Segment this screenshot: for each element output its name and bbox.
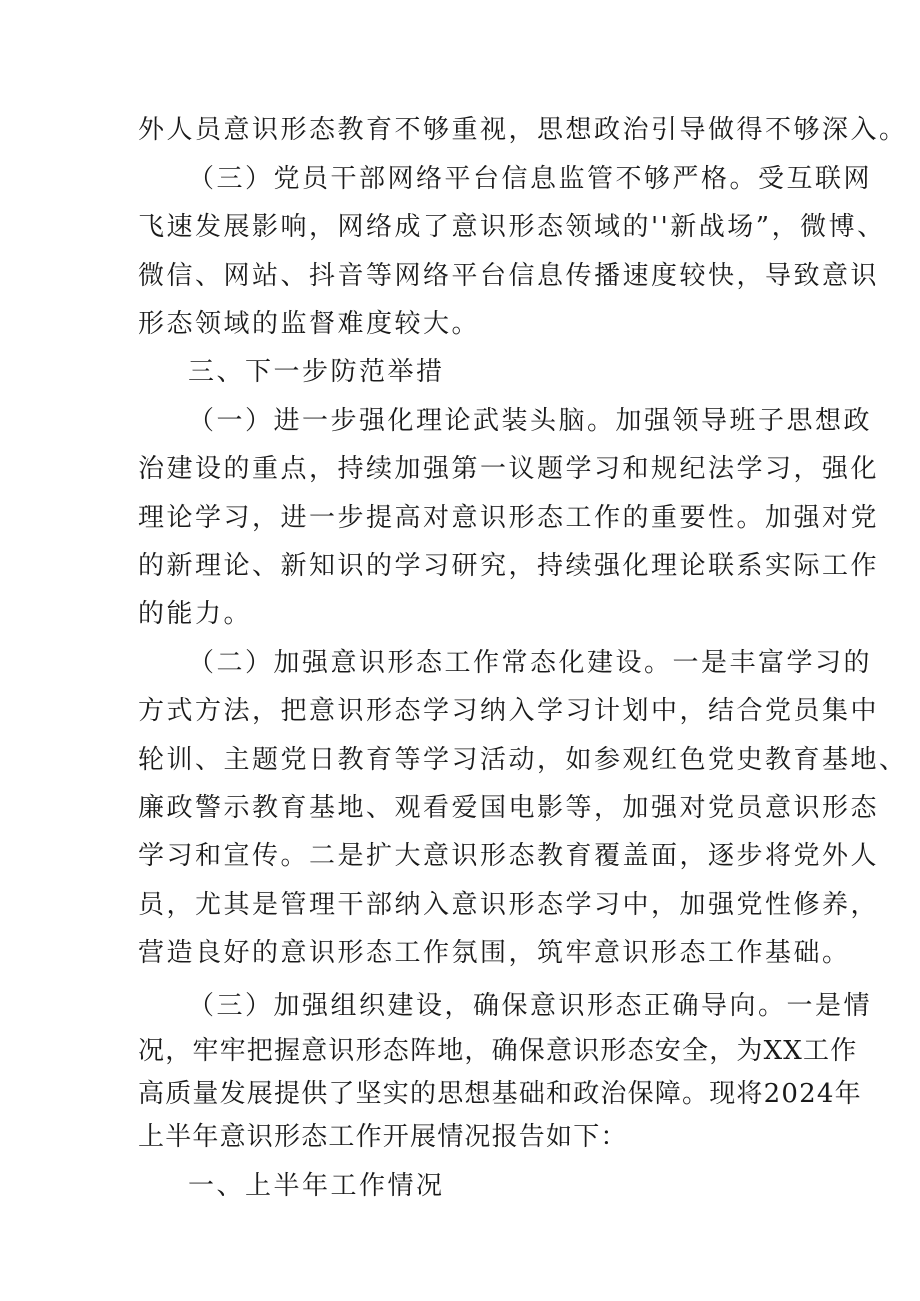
body-text-line: 理论学习，进一步提高对意识形态工作的重要性。加强对党 — [138, 503, 880, 533]
body-text-line: 廉政警示教育基地、观看爱国电影等，加强对党员意识形态 — [138, 793, 880, 823]
section-heading-line: （一）进一步强化理论武装头脑。加强领导班子思想政 — [188, 406, 873, 436]
body-text-line: 员，尤其是管理干部纳入意识形态学习中，加强党性修养， — [138, 890, 880, 920]
body-text-line: 微信、网站、抖音等网络平台信息传播速度较快，导致意识 — [138, 261, 880, 291]
section-heading-line: （三）党员干部网络平台信息监管不够严格。受互联网 — [188, 164, 873, 194]
body-text-line: 上半年意识形态工作开展情况报告如下： — [138, 1122, 628, 1152]
body-text-line: 的新理论、新知识的学习研究，持续强化理论联系实际工作 — [138, 551, 880, 581]
body-text-line: 形态领域的监督难度较大。 — [138, 309, 481, 339]
body-text-line: 方式方法，把意识形态学习纳入学习计划中，结合党员集中 — [138, 696, 880, 726]
chapter-heading: 一、上半年工作情况 — [188, 1171, 445, 1201]
body-text-line: 高质量发展提供了坚实的思想基础和政治保障。现将2024年 — [138, 1079, 862, 1109]
body-text-line: 轮训、主题党日教育等学习活动，如参观红色党史教育基地、 — [138, 745, 908, 775]
body-text-line: 学习和宣传。二是扩大意识形态教育覆盖面，逐步将党外人 — [138, 841, 880, 871]
body-text-line: 飞速发展影响，网络成了意识形态领域的''新战场”，微博、 — [138, 212, 886, 242]
body-text-line: 况，牢牢把握意识形态阵地，确保意识形态安全，为XX工作 — [138, 1036, 858, 1066]
body-text-line: 的能力。 — [138, 599, 253, 629]
section-heading-line: （二）加强意识形态工作常态化建设。一是丰富学习的 — [188, 648, 873, 678]
body-text-line: 营造良好的意识形态工作氛围，筑牢意识形态工作基础。 — [138, 938, 851, 968]
chapter-heading: 三、下一步防范举措 — [188, 357, 445, 387]
section-heading-line: （三）加强组织建设，确保意识形态正确导向。一是情 — [188, 991, 873, 1021]
body-text-line: 治建设的重点，持续加强第一议题学习和规纪法学习，强化 — [138, 454, 880, 484]
body-text-line: 外人员意识形态教育不够重视，思想政治引导做得不够深入。 — [138, 115, 908, 145]
